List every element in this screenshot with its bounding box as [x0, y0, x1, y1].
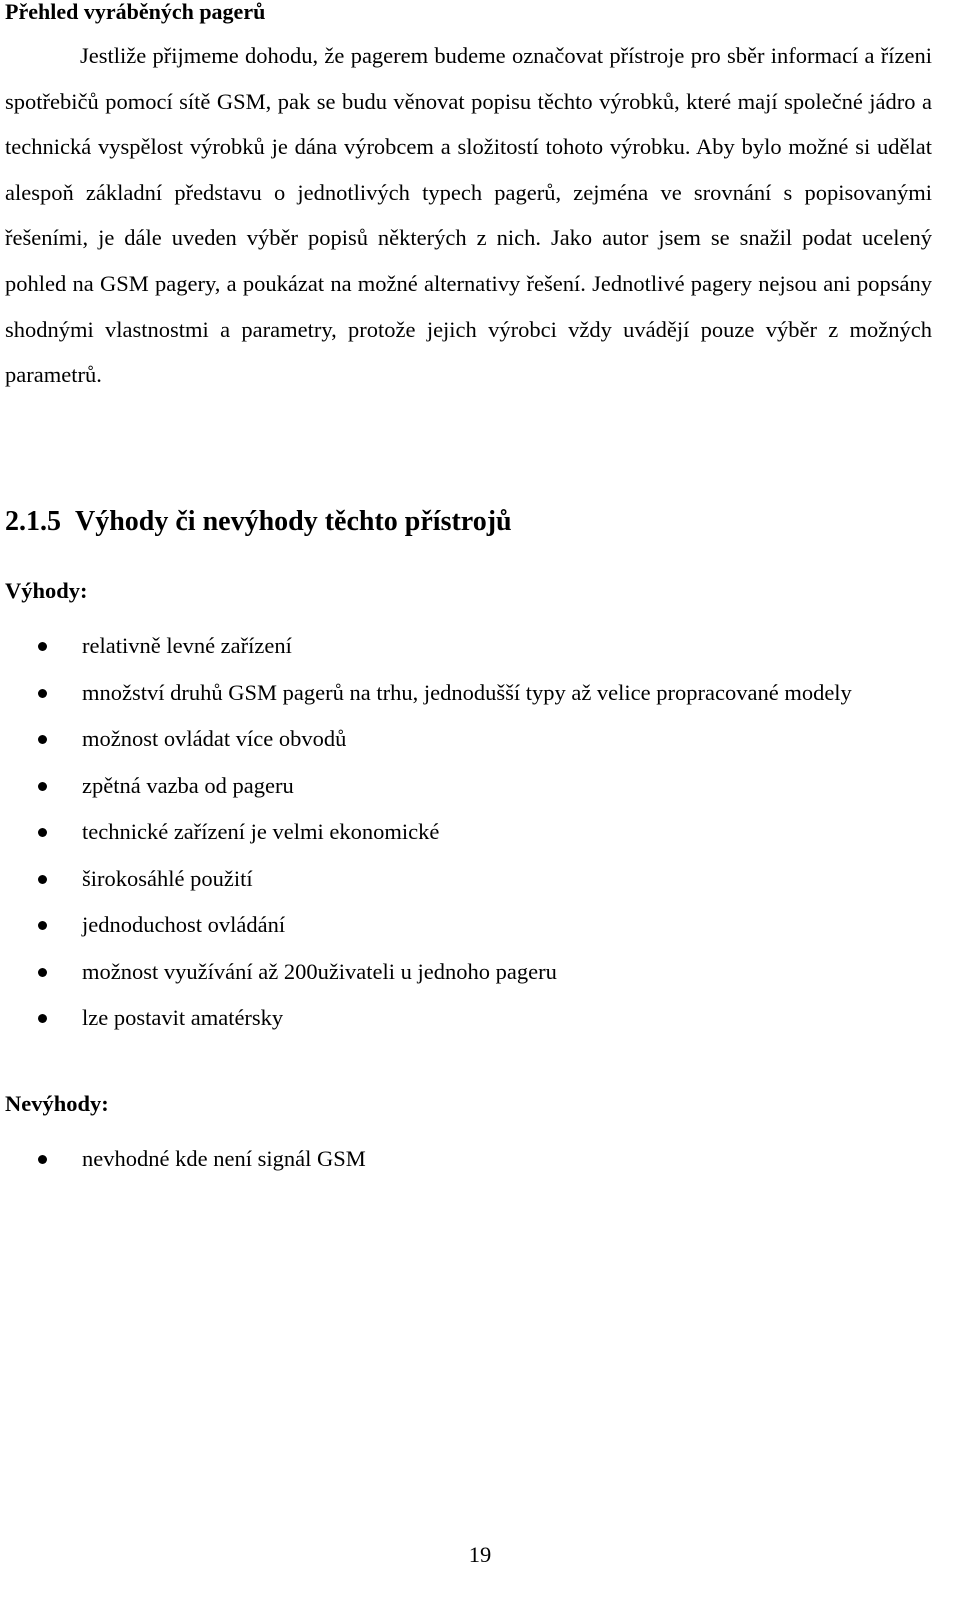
list-item-text: možnost využívání až 200uživateli u jednoho pageru: [82, 958, 557, 984]
bullet-icon: [38, 642, 47, 651]
list-item: [0, 902, 932, 949]
list-item-text: lze postavit amatérsky: [82, 1005, 284, 1030]
list-item-text: možnost ovládat více obvodů: [82, 726, 347, 751]
list-item-text: jednoduchost ovládání: [82, 912, 286, 937]
chapter-heading: [5, 502, 512, 542]
list-item: [0, 856, 932, 903]
list-item: [0, 716, 932, 763]
bullet-icon: [38, 735, 47, 744]
page-number: 19: [468, 1542, 492, 1567]
list-item: [0, 623, 932, 670]
disadvantages-list: [0, 1136, 932, 1183]
list-item: [0, 1136, 932, 1183]
bullet-icon: [38, 689, 47, 698]
bullet-icon: [38, 782, 47, 791]
bullet-icon: [38, 921, 47, 930]
heading-title: Výhody či nevýhody těchto přístrojů: [75, 506, 512, 537]
advantages-list: [0, 623, 932, 1042]
list-item-text: technické zařízení je velmi ekonomické: [82, 819, 440, 844]
advantages-label: Výhody:: [5, 578, 88, 603]
bullet-icon: [38, 1155, 47, 1164]
list-item: [0, 995, 932, 1042]
list-item: [0, 809, 932, 856]
list-item: [0, 670, 932, 717]
bullet-icon: [38, 875, 47, 884]
heading-number: 2.1.5: [5, 506, 61, 537]
list-item-text: množství druhů GSM pagerů na trhu, jednodušší typy až velice propracované modely: [82, 679, 852, 705]
section-title: Přehled vyráběných pagerů: [5, 0, 266, 24]
list-item: [0, 949, 932, 996]
bullet-icon: [38, 828, 47, 837]
list-item-text: relativně levné zařízení: [82, 633, 292, 658]
intro-paragraph: Jestliže přijmeme dohodu, že pagerem budeme označovat přístroje pro sběr informací a řízeni spotřebičů pomocí sítě GSM, pak se budu věnovat popisu těchto výrobků, které mají společné jádro a technická vyspělost výrobků je dána výrobcem a složitostí tohoto výrobku. Aby bylo možné si udělat alespoň základní představu o jednotlivých typech pagerů, zejména ve srovnání s popisovanými řešeními, je dále uveden výběr popisů některých z nich. Jako autor jsem se snažil podat ucelený pohled na GSM pagery, a poukázat na možné alternativy řešení. Jednotlivé pagery nejsou ani popsány shodnými vlastnostmi a parametry, protože jejich výrobci vždy uvádějí pouze výběr z možných parametrů.: [5, 43, 932, 388]
list-item: [0, 763, 932, 810]
list-item-text: nevhodné kde není signál GSM: [82, 1146, 366, 1171]
bullet-icon: [38, 968, 47, 977]
bullet-icon: [38, 1014, 47, 1023]
disadvantages-label: Nevýhody:: [5, 1091, 109, 1116]
list-item-text: širokosáhlé použití: [82, 865, 253, 891]
list-item-text: zpětná vazba od pageru: [82, 772, 294, 798]
